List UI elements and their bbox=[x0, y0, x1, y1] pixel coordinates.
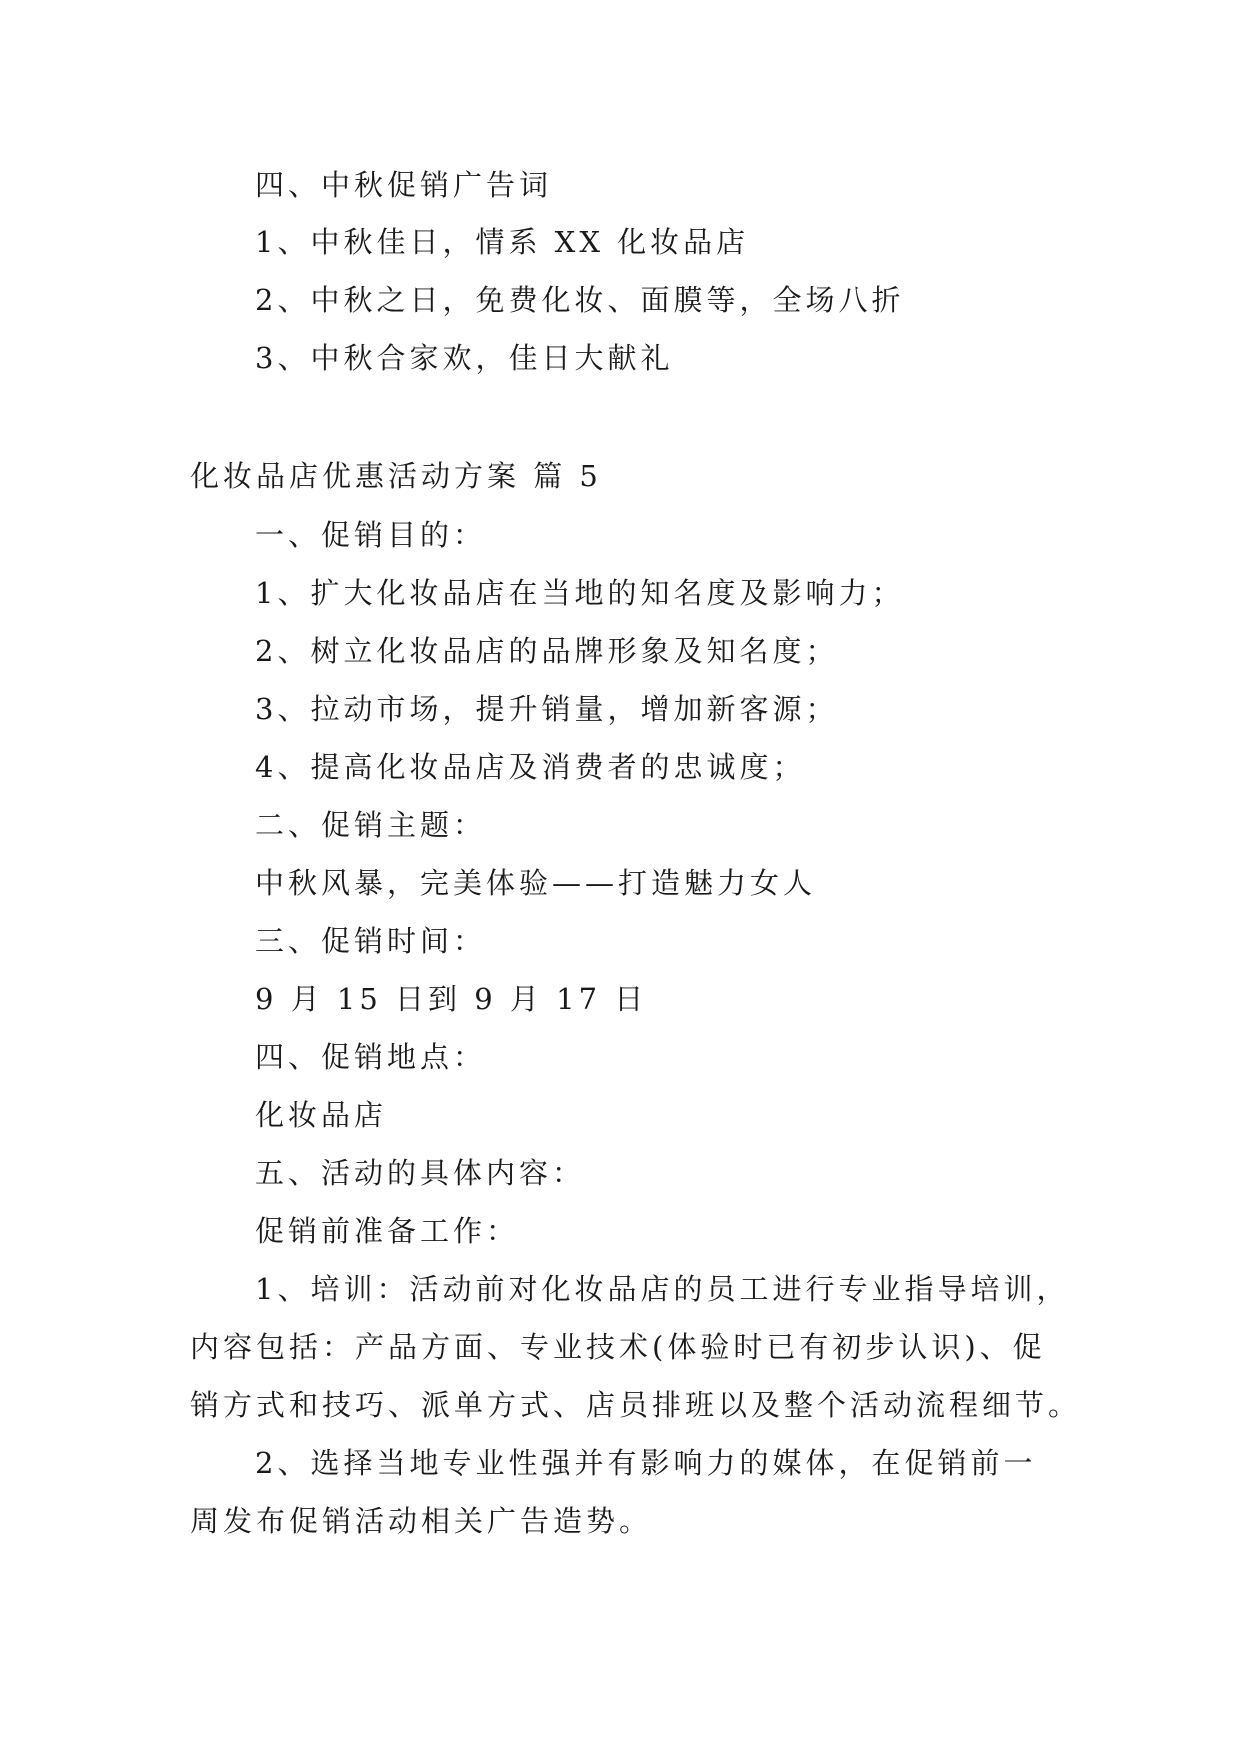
slogan-item-2: 2、中秋之日，免费化妆、面膜等，全场八折 bbox=[255, 283, 905, 317]
slogan-item-1: 1、中秋佳日，情系 XX 化妆品店 bbox=[255, 225, 750, 259]
goal-item-3: 3、拉动市场，提升销量，增加新客源； bbox=[255, 692, 839, 726]
heading-promotion-location: 四、促销地点： bbox=[255, 1040, 487, 1074]
promotion-theme-text: 中秋风暴，完美体验——打造魅力女人 bbox=[255, 866, 817, 900]
section-heading-ad-slogans: 四、中秋促销广告词 bbox=[255, 168, 553, 202]
goal-item-4: 4、提高化妆品店及消费者的忠诚度； bbox=[255, 750, 806, 784]
document-title: 化妆品店优惠活动方案 篇 5 bbox=[190, 459, 602, 493]
paragraph-media-line-2: 周发布促销活动相关广告造势。 bbox=[190, 1504, 653, 1538]
promotion-time-text: 9 月 15 日到 9 月 17 日 bbox=[255, 982, 648, 1016]
heading-preparation-work: 促销前准备工作： bbox=[255, 1214, 520, 1248]
paragraph-media-line-1: 2、选择当地专业性强并有影响力的媒体，在促销前一 bbox=[255, 1446, 1037, 1480]
heading-promotion-theme: 二、促销主题： bbox=[255, 808, 487, 842]
heading-promotion-goals: 一、促销目的： bbox=[255, 518, 487, 552]
heading-activity-content: 五、活动的具体内容： bbox=[255, 1156, 586, 1190]
heading-promotion-time: 三、促销时间： bbox=[255, 924, 487, 958]
goal-item-2: 2、树立化妆品店的品牌形象及知名度； bbox=[255, 634, 839, 668]
paragraph-training-line-1: 1、培训：活动前对化妆品店的员工进行专业指导培训， bbox=[255, 1272, 1070, 1306]
paragraph-training-line-3: 销方式和技巧、派单方式、店员排班以及整个活动流程细节。 bbox=[190, 1388, 1082, 1422]
slogan-item-3: 3、中秋合家欢，佳日大献礼 bbox=[255, 341, 674, 375]
goal-item-1: 1、扩大化妆品店在当地的知名度及影响力； bbox=[255, 576, 905, 610]
paragraph-training-line-2: 内容包括：产品方面、专业技术(体验时已有初步认识)、促 bbox=[190, 1330, 1046, 1364]
promotion-location-text: 化妆品店 bbox=[255, 1098, 388, 1132]
